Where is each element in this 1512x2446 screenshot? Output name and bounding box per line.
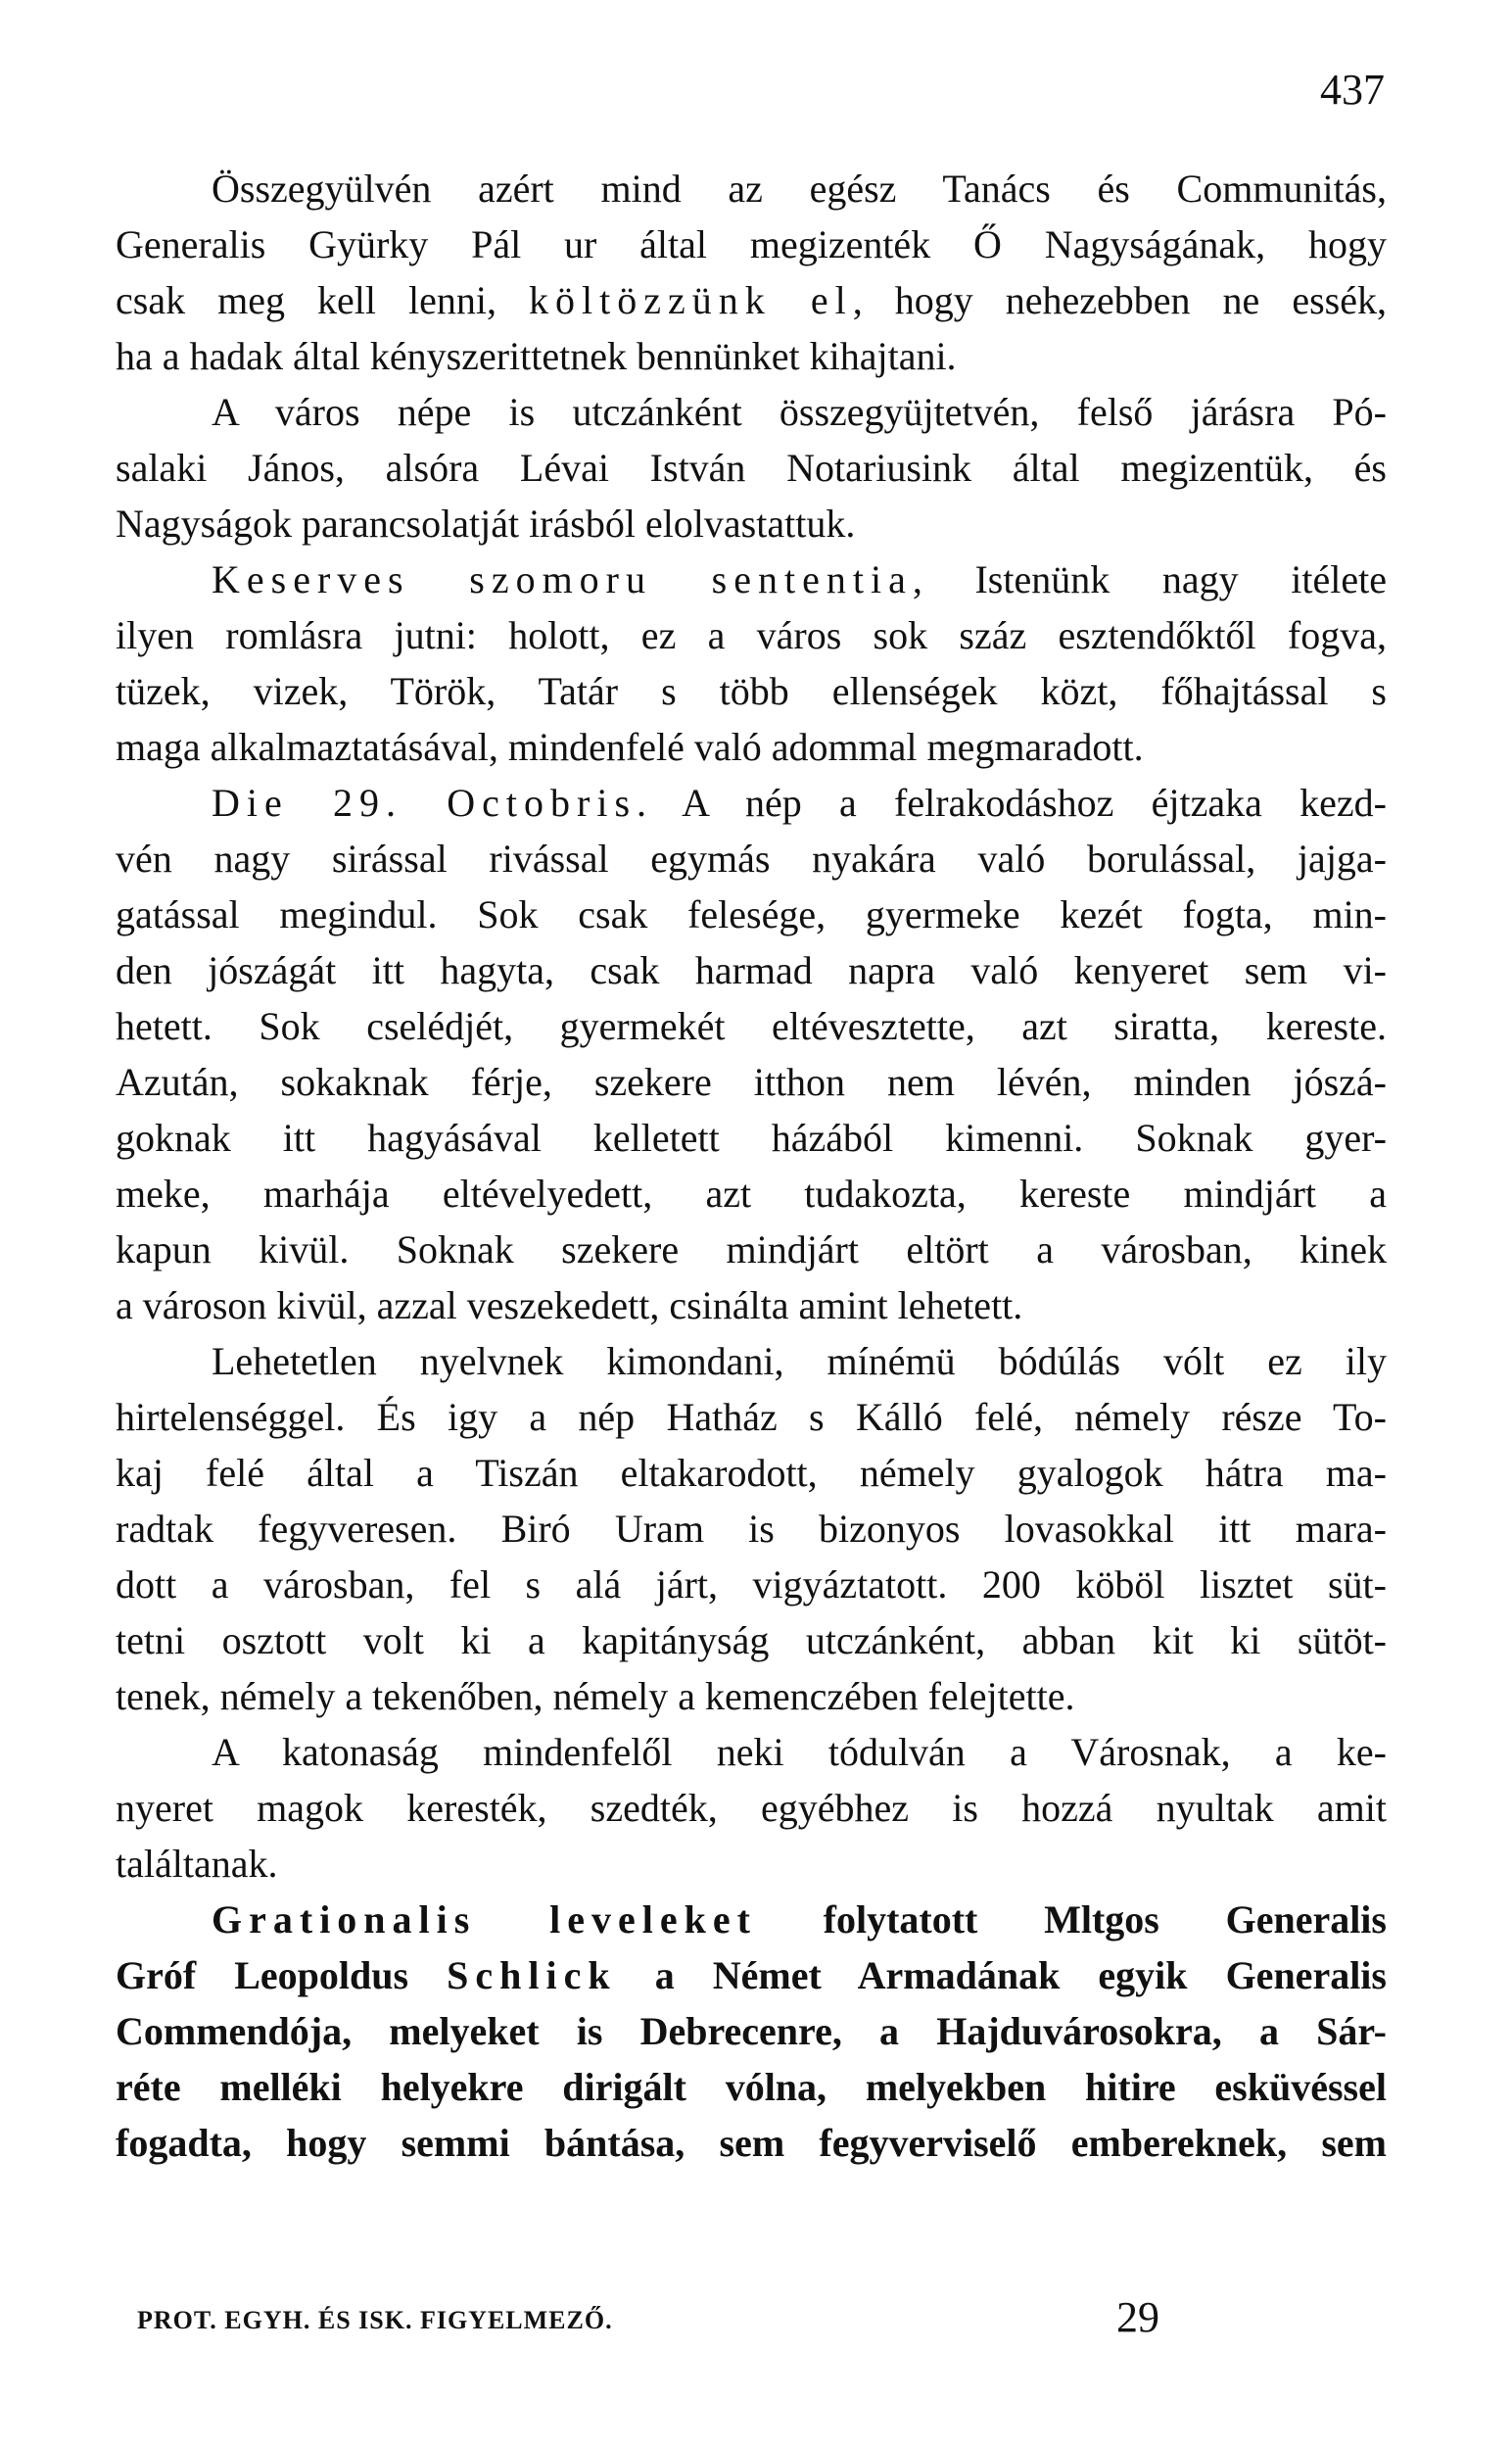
text-run: tenek, némely a tekenőben, némely a kemenczében felejtette.: [116, 1674, 1075, 1718]
text-line: [116, 1724, 1387, 1780]
text-line: [116, 607, 1387, 663]
text-run: réte melléki helyekre dirigált vólna, melyekben hitire esküvéssel: [116, 2065, 1387, 2109]
text-run: goknak itt hagyásával kelletett házából kimenni. Soknak gyer-: [116, 1116, 1387, 1160]
text-run: kapun kivül. Soknak szekere mindjárt eltört a városban, kinek: [116, 1227, 1387, 1271]
text-run: Azután, sokaknak férje, szekere itthon nem lévén, minden jószá-: [116, 1060, 1387, 1104]
text-run: folytatott Mltgos Generalis: [756, 1897, 1387, 1942]
text-run: A katonaság mindenfelől neki tódulván a Városnak, a ke-: [212, 1730, 1387, 1774]
text-run: A város népe is utczánként összegyüjtetvén, felső járásra Pó-: [212, 390, 1387, 434]
text-line: [116, 663, 1387, 719]
page-number: 437: [1320, 66, 1385, 114]
text-line: [116, 998, 1387, 1054]
text-line: [116, 2059, 1387, 2115]
text-line: [116, 1612, 1387, 1668]
text-run: ilyen romlásra jutni: holott, ez a város sok száz esztendőktől fogva,: [116, 613, 1387, 657]
text-line: [116, 1557, 1387, 1612]
text-run: Gróf Leopoldus: [116, 1953, 448, 1997]
text-run: Generalis Gyürky Pál ur által megizenték Ő Nagyságának, hogy: [116, 222, 1387, 266]
text-run: hetett. Sok cselédjét, gyermekét eltévesztette, azt siratta, kereste.: [116, 1004, 1387, 1048]
text-line: [116, 1668, 1387, 1724]
text-run: vén nagy sirással rivással egymás nyakára való borulással, jajga-: [116, 837, 1387, 881]
text-line: [116, 2003, 1387, 2059]
text-run: , hogy nehezebben ne essék,: [852, 278, 1387, 322]
text-run: salaki János, alsóra Lévai István Notariusink által megizentük, és: [116, 446, 1387, 490]
text-run: Nagyságok parancsolatját irásból elolvastattuk.: [116, 502, 856, 546]
body-text: [116, 161, 1387, 2171]
text-run: a Német Armadának egyik Generalis: [616, 1953, 1387, 1997]
text-run: den jószágát itt hagyta, csak harmad napra való kenyeret sem vi-: [116, 948, 1387, 992]
spaced-emphasis: Schlick: [447, 1953, 617, 1997]
text-line: [116, 1892, 1387, 1947]
text-run: kaj felé által a Tiszán eltakarodott, némely gyalogok hátra ma-: [116, 1451, 1387, 1495]
text-run: radtak fegyveresen. Biró Uram is bizonyos lovasokkal itt mara-: [116, 1507, 1387, 1551]
text-run: találtanak.: [116, 1842, 278, 1886]
text-line: [116, 1054, 1387, 1110]
text-run: tetni osztott volt ki a kapitányság utczánként, abban kit ki sütöt-: [116, 1618, 1387, 1662]
text-line: [116, 1445, 1387, 1501]
text-run: fogadta, hogy semmi bántása, sem fegyverviselő embereknek, sem: [116, 2121, 1387, 2165]
spaced-emphasis: költözzünk el: [529, 278, 853, 322]
text-line: [116, 1947, 1387, 2003]
text-run: tüzek, vizek, Török, Tatár s több ellenségek közt, főhajtással s: [116, 669, 1387, 713]
text-run: Commendója, melyeket is Debrecenre, a Hajduvárosokra, a Sár-: [116, 2009, 1387, 2053]
text-line: [116, 1780, 1387, 1836]
text-line: [116, 496, 1387, 552]
text-run: , Istenünk nagy itélete: [912, 557, 1387, 601]
text-line: [116, 1333, 1387, 1389]
text-run: meke, marhája eltévelyedett, azt tudakozta, kereste mindjárt a: [116, 1172, 1387, 1216]
text-run: gatással megindul. Sok csak felesége, gyermeke kezét fogta, min-: [116, 892, 1387, 936]
text-run: hirtelenséggel. És igy a nép Hatház s Kálló felé, némely része To-: [116, 1395, 1387, 1439]
footer-journal-title: PROT. EGYH. ÉS ISK. FIGYELMEZŐ.: [137, 2306, 613, 2334]
text-line: [116, 719, 1387, 775]
text-line: [116, 775, 1387, 831]
text-run: ha a hadak által kényszerittetnek bennünket kihajtani.: [116, 334, 957, 378]
text-line: [116, 440, 1387, 496]
text-run: . A nép a felrakodáshoz éjtzaka kezd-: [637, 781, 1387, 825]
text-run: nyeret magok keresték, szedték, egyébhez is hozzá nyultak amit: [116, 1786, 1387, 1830]
text-line: [116, 161, 1387, 216]
text-line: [116, 1166, 1387, 1222]
text-run: maga alkalmaztatásával, mindenfelé való adommal megmaradott.: [116, 725, 1144, 769]
page-footer: [137, 2292, 1371, 2341]
spaced-emphasis: Die 29. Octobris: [212, 781, 638, 825]
spaced-emphasis: Keserves szomoru sententia: [212, 557, 913, 601]
text-line: [116, 328, 1387, 384]
text-line: [116, 272, 1387, 328]
text-line: [116, 1389, 1387, 1445]
text-line: [116, 1222, 1387, 1277]
text-line: [116, 1836, 1387, 1892]
text-line: [116, 942, 1387, 998]
text-line: [116, 552, 1387, 607]
text-run: csak meg kell lenni,: [116, 278, 530, 322]
text-line: [116, 216, 1387, 272]
text-line: [116, 831, 1387, 887]
footer-signature-mark: 29: [1116, 2293, 1159, 2341]
spaced-emphasis: Grationalis leveleket: [212, 1897, 757, 1942]
text-line: [116, 2115, 1387, 2171]
text-run: dott a városban, fel s alá járt, vigyáztatott. 200 köböl lisztet süt-: [116, 1562, 1387, 1607]
text-line: [116, 887, 1387, 942]
text-run: Lehetetlen nyelvnek kimondani, mínémü bódúlás vólt ez ily: [212, 1339, 1387, 1383]
text-run: a városon kivül, azzal veszekedett, csinálta amint lehetett.: [116, 1283, 1023, 1327]
text-line: [116, 1110, 1387, 1166]
text-line: [116, 1277, 1387, 1333]
text-line: [116, 1501, 1387, 1557]
text-line: [116, 384, 1387, 440]
text-run: Összegyülvén azért mind az egész Tanács és Communitás,: [212, 167, 1387, 211]
